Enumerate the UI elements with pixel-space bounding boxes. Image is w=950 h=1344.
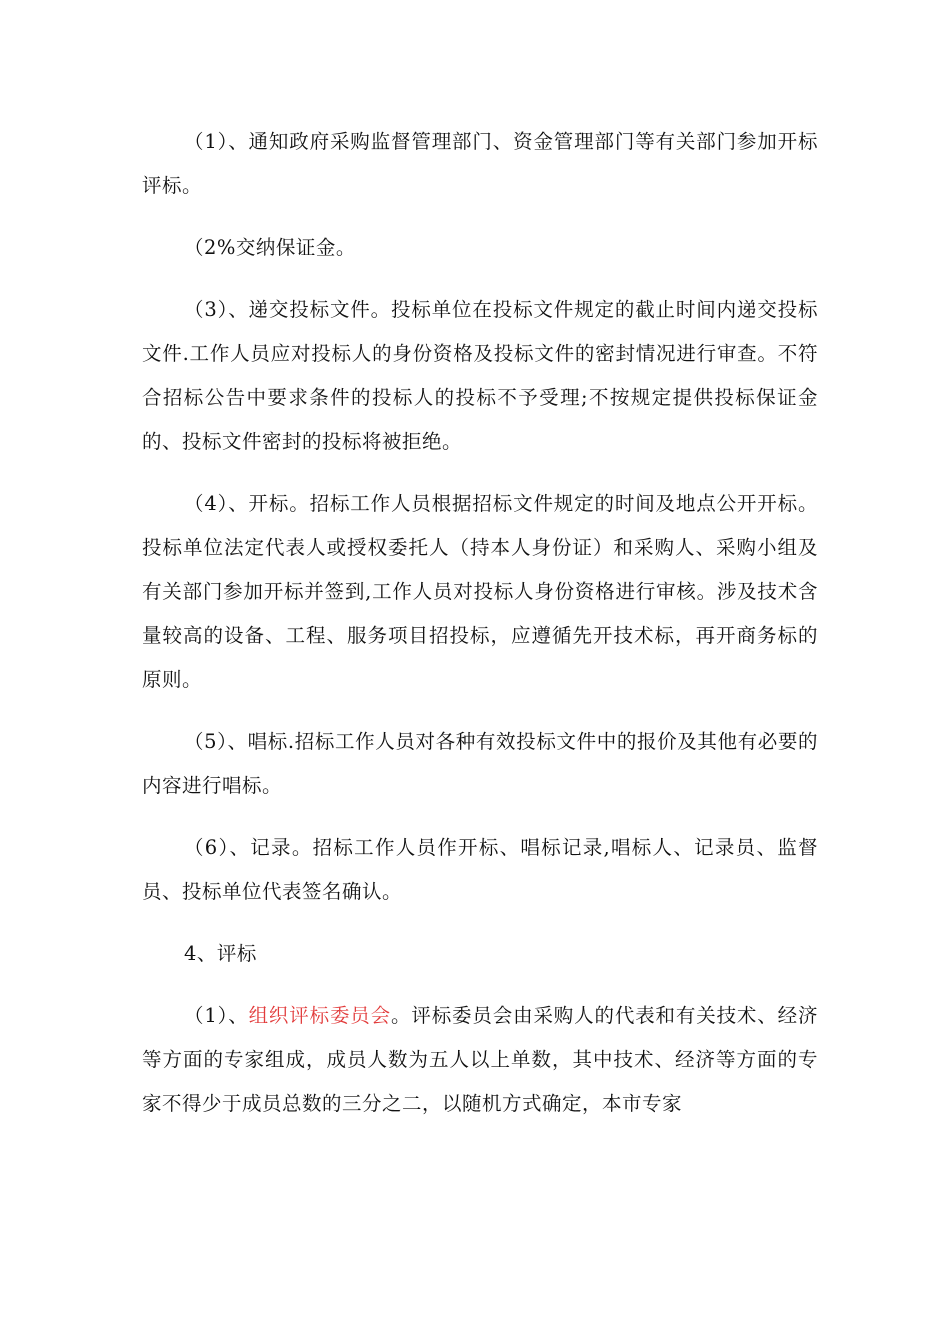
paragraph-submit-bid-documents bbox=[142, 288, 818, 464]
paragraph-text: （6）、记录。招标工作人员作开标、唱标记录,唱标人、记录员、监督员、投标单位代表签名确认。 bbox=[142, 836, 818, 903]
paragraph-text: （1）、通知政府采购监督管理部门、资金管理部门等有关部门参加开标评标。 bbox=[142, 130, 818, 197]
paragraph-text-lead: （1）、 bbox=[184, 1004, 249, 1027]
paragraph-record bbox=[142, 826, 818, 914]
paragraph-evaluation-committee bbox=[142, 994, 818, 1126]
highlighted-phrase: 组织评标委员会 bbox=[248, 1004, 392, 1027]
paragraph-deposit bbox=[142, 226, 818, 270]
paragraph-text: （3）、递交投标文件。投标单位在投标文件规定的截止时间内递交投标文件.工作人员应对投标人的身份资格及投标文件的密封情况进行审查。不符合招标公告中要求条件的投标人的投标不予受理;不按规定提供投标保证金的、投标文件密封的投标将被拒绝。 bbox=[142, 298, 818, 453]
paragraph-text-rest: 。评标委员会由采购人的代表和有关技术、经济等方面的专家组成，成员人数为五人以上单数，其中技术、经济等方面的专家不得少于成员总数的三分之二，以随机方式确定，本市专家 bbox=[142, 1004, 818, 1115]
paragraph-bid-reading bbox=[142, 720, 818, 808]
section-heading-evaluation bbox=[142, 932, 818, 976]
paragraph-text: （5）、唱标.招标工作人员对各种有效投标文件中的报价及其他有必要的内容进行唱标。 bbox=[142, 730, 818, 797]
section-heading-text: 4、评标 bbox=[184, 942, 257, 965]
paragraph-bid-opening bbox=[142, 482, 818, 702]
paragraph-text: （2%交纳保证金。 bbox=[184, 236, 356, 259]
paragraph-text: （4）、开标。招标工作人员根据招标文件规定的时间及地点公开开标。投标单位法定代表人或授权委托人（持本人身份证）和采购人、采购小组及有关部门参加开标并签到,工作人员对投标人身份资格进行审核。涉及技术含量较高的设备、工程、服务项目招投标，应遵循先开技术标，再开商务标的原则。 bbox=[142, 492, 818, 691]
document-body bbox=[142, 120, 818, 1144]
paragraph-notify-departments bbox=[142, 120, 818, 208]
